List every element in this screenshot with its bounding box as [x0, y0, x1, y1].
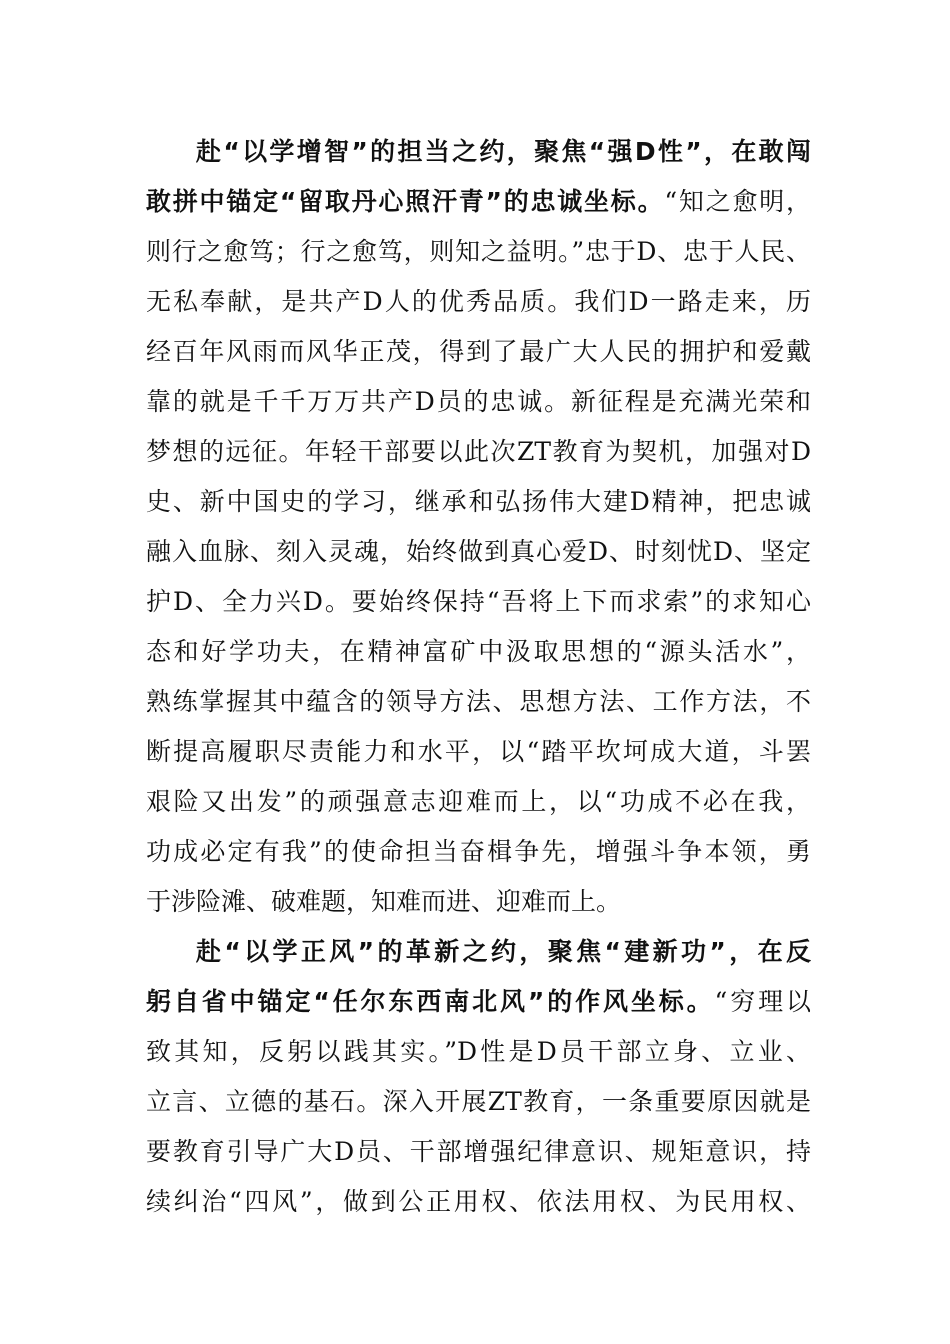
- text-segment: “穷理以: [714, 987, 811, 1016]
- text-segment: 态和好学功夫，在精神富矿中汲取思想的“源头活水”，: [146, 637, 811, 666]
- text-segment: 经百年风雨而风华正茂，得到了最广大人民的拥护和爱戴: [146, 337, 811, 366]
- text-line: [146, 727, 811, 777]
- text-line: [196, 127, 811, 177]
- text-segment: 续纠治“四风”，做到公正用权、依法用权、为民用权、: [146, 1187, 811, 1216]
- text-line: [146, 527, 811, 577]
- text-segment: 无私奉献，是共产D人的优秀品质。我们D一路走来，历: [146, 287, 811, 316]
- bold-text-segment: 赴“以学正风”的革新之约，聚焦“建新功”，在反: [196, 937, 811, 966]
- text-line: [146, 877, 811, 927]
- text-line: [146, 277, 811, 327]
- text-line: [146, 577, 811, 627]
- text-segment: 融入血脉、刻入灵魂，始终做到真心爱D、时刻忧D、坚定: [146, 537, 811, 566]
- text-line: [146, 377, 811, 427]
- text-line: [196, 927, 811, 977]
- text-line: [146, 1027, 811, 1077]
- text-line: [146, 327, 811, 377]
- text-line: [146, 627, 811, 677]
- text-line: [146, 177, 811, 227]
- text-line: [146, 1077, 811, 1127]
- text-line: [146, 1177, 811, 1227]
- text-line: [146, 827, 811, 877]
- text-line: [146, 677, 811, 727]
- text-segment: 护D、全力兴D。要始终保持“吾将上下而求索”的求知心: [146, 587, 811, 616]
- text-segment: 要教育引导广大D员、干部增强纪律意识、规矩意识，持: [146, 1137, 811, 1166]
- text-line: [146, 977, 811, 1027]
- text-segment: 断提高履职尽责能力和水平，以“踏平坎坷成大道，斗罢: [146, 737, 811, 766]
- text-line: [146, 427, 811, 477]
- text-segment: 于涉险滩、破难题，知难而进、迎难而上。: [146, 887, 622, 916]
- text-segment: 立言、立德的基石。深入开展ZT教育，一条重要原因就是: [146, 1087, 811, 1116]
- text-segment: 熟练掌握其中蕴含的领导方法、思想方法、工作方法，不: [146, 687, 811, 716]
- text-segment: 致其知，反躬以践其实。”D性是D员干部立身、立业、: [146, 1037, 811, 1066]
- text-line: [146, 477, 811, 527]
- text-segment: 梦想的远征。年轻干部要以此次ZT教育为契机，加强对D: [146, 437, 811, 466]
- bold-text-segment: 敢拼中锚定“留取丹心照汗青”的忠诚坐标。: [146, 187, 665, 216]
- bold-text-segment: 赴“以学增智”的担当之约，聚焦“强D性”，在敢闯: [196, 137, 811, 166]
- text-segment: 史、新中国史的学习，继承和弘扬伟大建D精神，把忠诚: [146, 487, 811, 516]
- text-line: [146, 777, 811, 827]
- text-segment: 艰险又出发”的顽强意志迎难而上，以“功成不必在我，: [146, 787, 811, 816]
- text-segment: 则行之愈笃；行之愈笃，则知之益明。”忠于D、忠于人民、: [146, 237, 811, 266]
- text-segment: 功成必定有我”的使命担当奋楫争先，增强斗争本领，勇: [146, 837, 811, 866]
- bold-text-segment: 躬自省中锚定“任尔东西南北风”的作风坐标。: [146, 987, 715, 1016]
- text-line: [146, 227, 811, 277]
- text-line: [146, 1127, 811, 1177]
- text-segment: “知之愈明，: [664, 187, 811, 216]
- text-segment: 靠的就是千千万万共产D员的忠诚。新征程是充满光荣和: [146, 387, 811, 416]
